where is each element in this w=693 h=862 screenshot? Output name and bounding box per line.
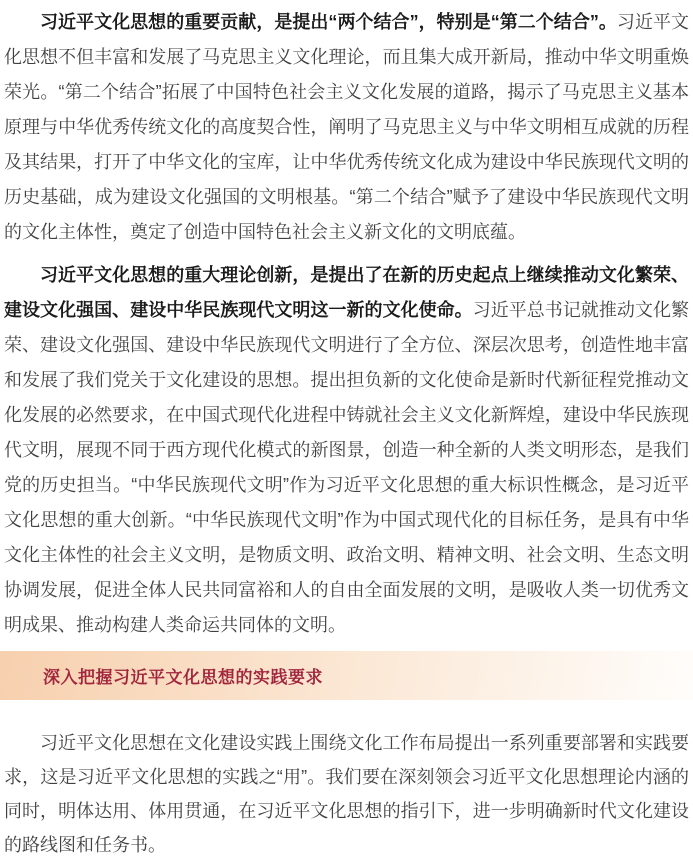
paragraph-lead-theoretical-innovation: 习近平文化思想的重大理论创新，是提出了在新的历史起点上继续推动文化繁荣、建设文化强国、建设中华民族现代文明这一新的文化使命。 — [4, 265, 689, 320]
section-header-practice-requirements — [0, 651, 693, 700]
paragraph-practice-requirements — [4, 726, 689, 862]
paragraph-important-contribution — [4, 5, 689, 250]
section-header-title: 深入把握习近平文化思想的实践要求 — [43, 668, 323, 687]
paragraph-lead-important-contribution: 习近平文化思想的重要贡献，是提出“两个结合”，特别是“第二个结合”。 — [40, 12, 617, 32]
paragraph-text-theoretical-innovation: 习近平总书记就推动文化繁荣、建设文化强国、建设中华民族现代文明进行了全方位、深层次思考，创造性地丰富和发展了我们党关于文化建设的思想。提出担负新的文化使命是新时代新征程党推动文化发展的必然要求，在中国式现代化进程中铸就社会主义文化新辉煌，建设中华民族现代文明，展现不同于西方现代化模式的新图景，创造一种全新的人类文明形态，是我们党的历史担当。“中华民族现代文明”作为习近平文化思想的重大标识性概念，是习近平文化思想的重大创新。“中华民族现代文明”作为中国式现代化的目标任务，是具有中华文化主体性的社会主义文明，是物质文明、政治文明、精神文明、社会文明、生态文明协调发展，促进全体人民共同富裕和人的自由全面发展的文明，是吸收人类一切优秀文明成果、推动构建人类命运共同体的文明。 — [4, 300, 689, 635]
paragraph-text-practice-requirements: 习近平文化思想在文化建设实践上围绕文化工作布局提出一系列重要部署和实践要求，这是习近平文化思想的实践之“用”。我们要在深刻领会习近平文化思想理论内涵的同时，明体达用、体用贯通，在习近平文化思想的指引下，进一步明确新时代文化建设的路线图和任务书。 — [4, 733, 689, 855]
paragraph-theoretical-innovation — [4, 258, 689, 643]
paragraph-text-important-contribution: 习近平文化思想不但丰富和发展了马克思主义文化理论，而且集大成开新局，推动中华文明重焕荣光。“第二个结合”拓展了中国特色社会主义文化发展的道路，揭示了马克思主义基本原理与中华优秀传统文化的高度契合性，阐明了马克思主义与中华文明相互成就的历程及其结果，打开了中华文化的宝库，让中华优秀传统文化成为建设中华民族现代文明的历史基础，成为建设文化强国的文明根基。“第二个结合”赋予了建设中华民族现代文明的文化主体性，奠定了创造中国特色社会主义新文化的文明底蕴。 — [4, 12, 690, 242]
